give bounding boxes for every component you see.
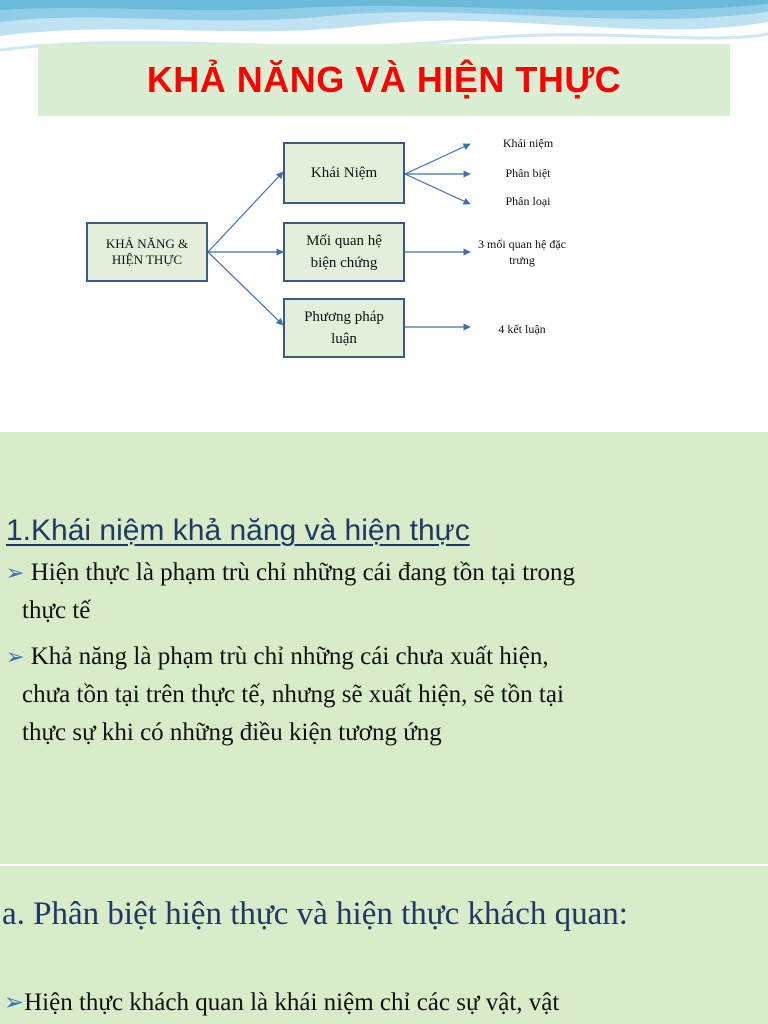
arrow-root-to-method	[208, 252, 283, 325]
bullet-reality-line1: Hiện thực là phạm trù chỉ những cái đang tồn tại trong	[30, 559, 576, 586]
bullet-possibility-line2: chưa tồn tại trên thực tế, nhưng sẽ xuất hiện, sẽ tồn tại	[22, 681, 564, 708]
subsection-heading: a. Phân biệt hiện thực và hiện thực khách quan:	[2, 896, 628, 932]
bullet-objective-reality	[4, 988, 559, 1017]
bullet-possibility-line1: Khả năng là phạm trù chỉ những cái chưa xuất hiện,	[30, 643, 549, 670]
arrow-concept-to-definition	[405, 144, 470, 174]
slide-3	[0, 866, 768, 1024]
relation-box	[283, 222, 405, 282]
arrow-bullet-icon: ➢	[4, 990, 25, 1016]
concept-label: Khái Niệm	[310, 164, 378, 181]
leaf-classification: Phân loại	[486, 194, 570, 209]
title-bar	[38, 44, 730, 116]
arrow-root-to-concept	[208, 172, 283, 252]
leaf-definition: Khái niệm	[486, 136, 570, 151]
arrow-bullet-icon: ➢	[6, 644, 25, 669]
section-heading: 1.Khái niệm khả năng và hiện thực	[6, 514, 470, 547]
arrow-bullet-icon: ➢	[6, 560, 25, 585]
bullet-possibility	[6, 638, 762, 752]
method-label: Phương pháp luận	[304, 309, 384, 347]
bullet-reality	[6, 554, 762, 630]
root-box	[86, 222, 208, 282]
concept-box	[283, 142, 405, 204]
slide-title: KHẢ NĂNG VÀ HIỆN THỰC	[146, 59, 622, 100]
leaf-distinction: Phân biệt	[486, 166, 570, 181]
bullet-reality-line2: thực tế	[22, 597, 91, 624]
relation-label: Mối quan hệ biện chứng	[306, 233, 382, 271]
arrow-concept-to-classification	[405, 174, 470, 204]
method-box	[283, 298, 405, 358]
bullet-possibility-line3: thực sự khi có những điều kiện tương ứng	[22, 719, 442, 746]
leaf-three-relations: 3 mối quan hệ đặc trưng	[474, 236, 570, 268]
concept-diagram	[0, 120, 768, 420]
leaf-four-conclusions: 4 kết luận	[474, 322, 570, 337]
slide-2	[0, 432, 768, 864]
root-label: KHẢ NĂNG & HIỆN THỰC	[105, 236, 189, 267]
slide-1	[0, 0, 768, 432]
bullet-objective-reality-text: Hiện thực khách quan là khái niệm chỉ các sự vật, vật	[24, 989, 560, 1016]
